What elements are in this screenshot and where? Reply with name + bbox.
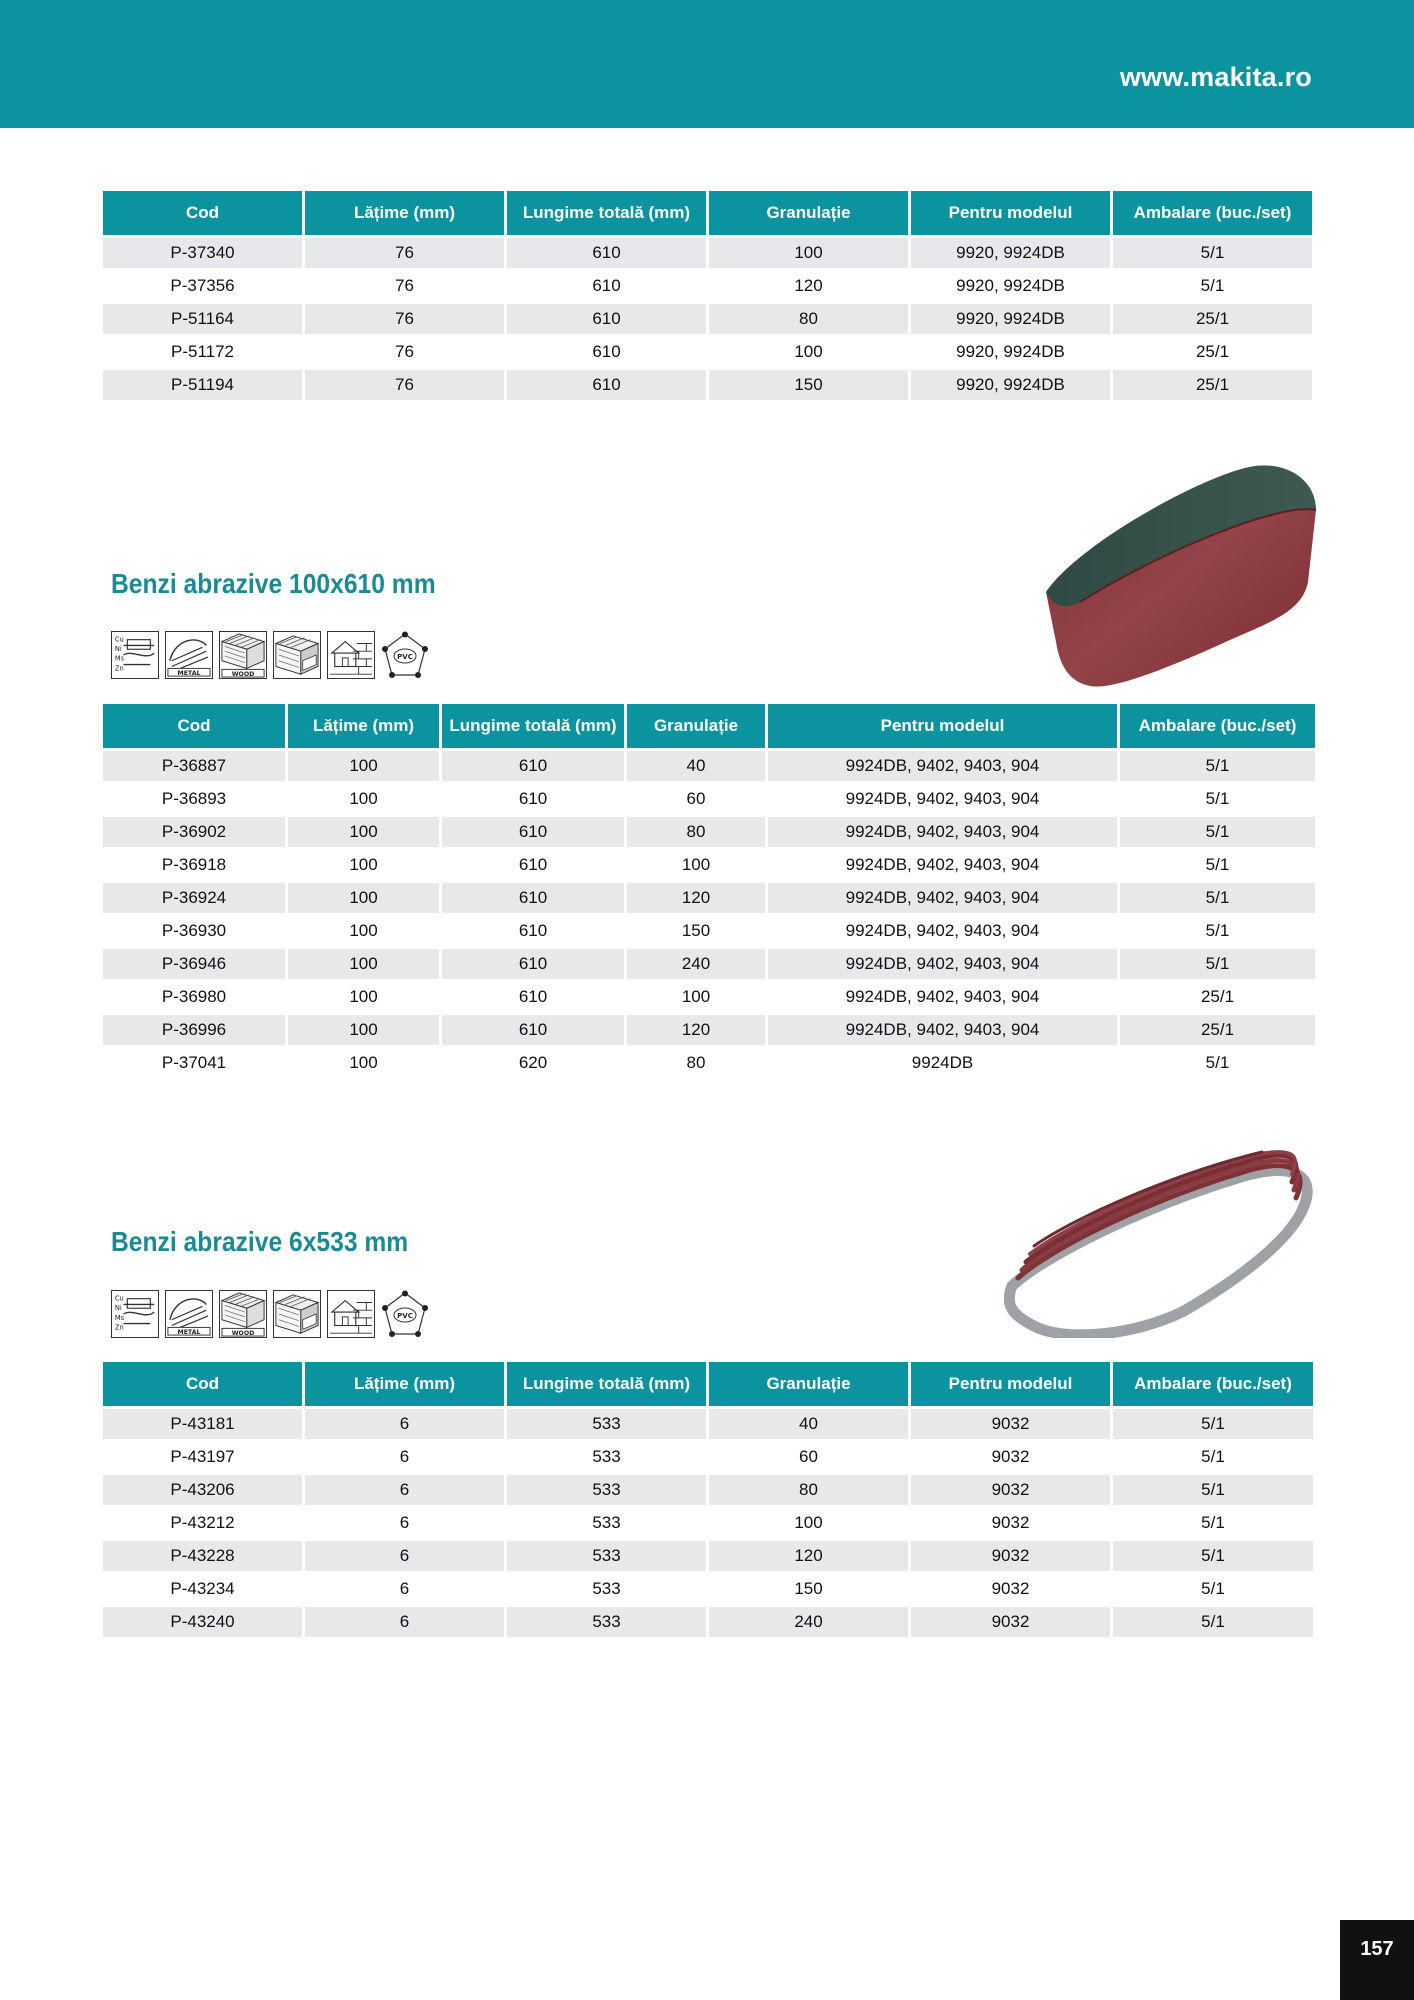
- site-url[interactable]: www.makita.ro: [1119, 62, 1312, 92]
- column-header: Granulație: [709, 1362, 908, 1406]
- table-cell: 5/1: [1205, 855, 1230, 874]
- table-cell: P-43206: [103, 1475, 302, 1505]
- spec-table-100x610: [100, 701, 1318, 1081]
- table-row: [103, 817, 1315, 847]
- table-cell: 100: [288, 817, 439, 847]
- table-cell: P-43197: [170, 1447, 235, 1466]
- table-cell: 80: [627, 817, 765, 847]
- metal-icon: [165, 1290, 213, 1338]
- table-cell: 80: [709, 304, 908, 334]
- table-cell: 9924DB, 9402, 9403, 904: [768, 1015, 1117, 1045]
- table-row: [103, 1475, 1313, 1505]
- column-header: Granulație: [627, 704, 765, 748]
- column-header: Ambalare (buc./set): [1113, 191, 1312, 235]
- column-header: Lungime totală (mm): [442, 704, 624, 748]
- table-cell: 9924DB, 9402, 9403, 904: [768, 949, 1117, 979]
- wood-icon: [219, 631, 267, 679]
- table-cell: 76: [305, 370, 504, 400]
- header-bar: [0, 0, 1414, 128]
- table-cell: 9032: [911, 1475, 1110, 1505]
- table-cell: 610: [442, 883, 624, 913]
- table-cell: 150: [709, 370, 908, 400]
- table-cell: 9924DB: [911, 1053, 974, 1072]
- table-cell: 610: [507, 370, 706, 400]
- table-cell: 533: [507, 1607, 706, 1637]
- table-cell: P-37041: [161, 1053, 227, 1072]
- table-cell: 533: [507, 1409, 706, 1439]
- svg-text:METAL: METAL: [177, 1329, 201, 1337]
- table-cell: 6: [305, 1409, 504, 1439]
- table-cell: 100: [349, 987, 378, 1006]
- column-header: Pentru modelul: [768, 704, 1117, 748]
- table-cell: 240: [709, 1607, 908, 1637]
- masonry-icon: [327, 1290, 375, 1338]
- table-row: [103, 1541, 1313, 1571]
- table-cell: 76: [305, 238, 504, 268]
- table-cell: 6: [399, 1447, 410, 1466]
- svg-text:Ms: Ms: [114, 1313, 125, 1322]
- table-cell: 5/1: [1205, 1053, 1230, 1072]
- table-cell: 610: [518, 987, 548, 1006]
- masonry-icon: [327, 631, 375, 679]
- table-cell: 533: [507, 1541, 706, 1571]
- table-row: [103, 337, 1312, 367]
- column-header: Lățime (mm): [305, 191, 504, 235]
- svg-text:Ms: Ms: [114, 654, 125, 663]
- table-cell: 9920, 9924DB: [956, 342, 1065, 361]
- table-cell: P-43228: [103, 1541, 302, 1571]
- table-row: [103, 1508, 1313, 1538]
- svg-text:Cu: Cu: [114, 635, 124, 644]
- table-cell: 100: [288, 1015, 439, 1045]
- column-header: Cod: [103, 1362, 302, 1406]
- table-cell: 25/1: [1200, 987, 1235, 1006]
- table-cell: 120: [709, 1541, 908, 1571]
- table-cell: 610: [507, 238, 706, 268]
- table-cell: 5/1: [1205, 921, 1230, 940]
- table-cell: 120: [627, 1015, 765, 1045]
- table-cell: P-36893: [161, 789, 227, 808]
- table-cell: 9920, 9924DB: [956, 276, 1065, 295]
- table-cell: 25/1: [1113, 370, 1312, 400]
- table-cell: 5/1: [1113, 1607, 1313, 1637]
- table-cell: 120: [794, 276, 823, 295]
- table-cell: 76: [395, 342, 414, 361]
- table-cell: 9032: [911, 1409, 1110, 1439]
- table-cell: P-51164: [103, 304, 302, 334]
- table-cell: 610: [518, 855, 548, 874]
- table-row: [103, 370, 1312, 400]
- table-cell: 6: [305, 1541, 504, 1571]
- wood-edge-icon: [273, 1290, 321, 1338]
- table-cell: 25/1: [1113, 304, 1312, 334]
- spec-table-6x533: [100, 1359, 1316, 1640]
- table-header-row: [103, 704, 1315, 748]
- table-cell: P-43240: [103, 1607, 302, 1637]
- table-cell: 240: [627, 949, 765, 979]
- table-cell: 610: [507, 304, 706, 334]
- table-header-row: [103, 1362, 1313, 1406]
- table-cell: P-43234: [170, 1579, 235, 1598]
- table-cell: 5/1: [1205, 789, 1230, 808]
- table-cell: 5/1: [1113, 1541, 1313, 1571]
- table-cell: 5/1: [1113, 1475, 1313, 1505]
- table-row: [103, 1409, 1313, 1439]
- table-cell: 610: [442, 817, 624, 847]
- table-cell: 610: [518, 921, 548, 940]
- table-cell: P-36980: [161, 987, 227, 1006]
- table-cell: 80: [709, 1475, 908, 1505]
- table-cell: 9924DB, 9402, 9403, 904: [768, 817, 1117, 847]
- material-icons-row: [111, 1290, 429, 1338]
- table-cell: 610: [442, 751, 624, 781]
- table-cell: 120: [627, 883, 765, 913]
- table-cell: 6: [305, 1475, 504, 1505]
- table-cell: 5/1: [1200, 276, 1225, 295]
- svg-text:METAL: METAL: [177, 670, 201, 678]
- table-cell: 9924DB, 9402, 9403, 904: [845, 855, 1040, 874]
- table-cell: 100: [709, 238, 908, 268]
- column-header: Lățime (mm): [305, 1362, 504, 1406]
- column-header: Ambalare (buc./set): [1120, 704, 1315, 748]
- wood-edge-icon: [273, 631, 321, 679]
- table-row: [103, 1442, 1313, 1472]
- svg-text:WOOD: WOOD: [231, 671, 255, 678]
- table-cell: 9920, 9924DB: [911, 370, 1110, 400]
- table-cell: 5/1: [1113, 238, 1312, 268]
- table-cell: 9920, 9924DB: [911, 304, 1110, 334]
- table-cell: 60: [799, 1447, 818, 1466]
- table-cell: 150: [794, 1579, 823, 1598]
- table-cell: 6: [399, 1579, 410, 1598]
- table-cell: 5/1: [1120, 949, 1315, 979]
- table-cell: 6: [399, 1513, 410, 1532]
- table-cell: 100: [288, 883, 439, 913]
- table-cell: 9032: [991, 1579, 1030, 1598]
- table-cell: 100: [349, 1053, 378, 1072]
- table-cell: P-36996: [103, 1015, 285, 1045]
- section-title-100x610: Benzi abrazive 100x610 mm: [111, 568, 436, 599]
- table-cell: 9924DB, 9402, 9403, 904: [845, 921, 1040, 940]
- table-cell: P-36887: [103, 751, 285, 781]
- table-cell: 5/1: [1201, 1579, 1225, 1598]
- table-cell: 9032: [991, 1447, 1030, 1466]
- table-cell: 533: [592, 1579, 621, 1598]
- table-cell: 25/1: [1120, 1015, 1315, 1045]
- column-header: Cod: [103, 191, 302, 235]
- table-cell: 620: [518, 1053, 548, 1072]
- table-cell: 5/1: [1113, 1409, 1313, 1439]
- pvc-icon: [381, 1290, 429, 1338]
- table-cell: 100: [794, 1513, 823, 1532]
- table-cell: 533: [592, 1447, 621, 1466]
- table-row: [103, 1607, 1313, 1637]
- table-cell: 60: [686, 789, 706, 808]
- table-cell: 76: [305, 304, 504, 334]
- table-cell: 80: [686, 1053, 706, 1072]
- table-cell: P-43181: [103, 1409, 302, 1439]
- table-cell: 9924DB, 9402, 9403, 904: [768, 883, 1117, 913]
- table-row: [103, 916, 1315, 946]
- pvc-icon: [381, 631, 429, 679]
- table-cell: 610: [442, 949, 624, 979]
- page-number-box: [1340, 1920, 1414, 2000]
- table-cell: 610: [592, 342, 621, 361]
- table-cell: P-36930: [161, 921, 227, 940]
- table-row: [103, 238, 1312, 268]
- table-cell: 610: [442, 1015, 624, 1045]
- table-row: [103, 304, 1312, 334]
- table-row: [103, 982, 1315, 1012]
- table-cell: 9032: [911, 1607, 1110, 1637]
- table-cell: 5/1: [1201, 1447, 1225, 1466]
- table-row: [103, 949, 1315, 979]
- page-number: 157: [1360, 1937, 1394, 1960]
- svg-text:Ni: Ni: [114, 1304, 122, 1313]
- table-cell: P-36918: [161, 855, 227, 874]
- table-cell: P-36946: [103, 949, 285, 979]
- table-cell: 5/1: [1120, 751, 1315, 781]
- table-header-row: [103, 191, 1312, 235]
- table-cell: 533: [507, 1475, 706, 1505]
- table-cell: P-43212: [170, 1513, 235, 1532]
- table-cell: 40: [709, 1409, 908, 1439]
- wood-icon: [219, 1290, 267, 1338]
- column-header: Lățime (mm): [288, 704, 439, 748]
- svg-text:Cu: Cu: [114, 1294, 124, 1303]
- table-cell: 100: [349, 921, 378, 940]
- table-row: [103, 271, 1312, 301]
- table-row: [103, 1574, 1313, 1604]
- table-cell: 9032: [911, 1541, 1110, 1571]
- table-cell: 100: [288, 751, 439, 781]
- svg-text:WOOD: WOOD: [231, 1330, 255, 1337]
- column-header: Granulație: [709, 191, 908, 235]
- table-cell: 5/1: [1120, 817, 1315, 847]
- material-icons-row: [111, 631, 429, 679]
- table-cell: 100: [288, 949, 439, 979]
- table-cell: 9032: [991, 1513, 1030, 1532]
- svg-text:PVC: PVC: [397, 653, 413, 661]
- column-header: Lungime totală (mm): [507, 1362, 706, 1406]
- metal-icon: [165, 631, 213, 679]
- table-cell: 610: [592, 276, 621, 295]
- table-cell: 25/1: [1195, 342, 1230, 361]
- table-row: [103, 1048, 1315, 1078]
- table-row: [103, 784, 1315, 814]
- table-row: [103, 850, 1315, 880]
- non-ferrous-metals-icon: [111, 1290, 159, 1338]
- table-cell: P-37356: [170, 276, 235, 295]
- table-cell: 100: [349, 789, 378, 808]
- sanding-belt-wide-image: [1040, 462, 1316, 690]
- table-cell: 100: [794, 342, 823, 361]
- table-cell: 9924DB, 9402, 9403, 904: [845, 987, 1040, 1006]
- table-cell: 533: [592, 1513, 621, 1532]
- sanding-belt-narrow-image: [1004, 1146, 1316, 1338]
- table-cell: 9924DB, 9402, 9403, 904: [845, 789, 1040, 808]
- svg-text:Zn: Zn: [114, 1323, 124, 1332]
- column-header: Ambalare (buc./set): [1113, 1362, 1313, 1406]
- table-cell: 76: [395, 276, 414, 295]
- table-cell: 40: [627, 751, 765, 781]
- table-cell: 5/1: [1201, 1513, 1225, 1532]
- column-header: Cod: [103, 704, 285, 748]
- svg-text:Zn: Zn: [114, 664, 124, 673]
- table-cell: 9924DB, 9402, 9403, 904: [768, 751, 1117, 781]
- table-row: [103, 751, 1315, 781]
- table-cell: P-36924: [103, 883, 285, 913]
- table-cell: P-51194: [103, 370, 302, 400]
- table-cell: 9920, 9924DB: [911, 238, 1110, 268]
- svg-text:Ni: Ni: [114, 645, 122, 654]
- table-cell: 100: [681, 987, 711, 1006]
- table-cell: 150: [681, 921, 711, 940]
- section-title-6x533: Benzi abrazive 6x533 mm: [111, 1226, 409, 1257]
- svg-text:PVC: PVC: [397, 1312, 413, 1320]
- table-cell: 610: [518, 789, 548, 808]
- table-row: [103, 1015, 1315, 1045]
- table-cell: P-51172: [170, 342, 234, 361]
- column-header: Pentru modelul: [911, 191, 1110, 235]
- table-cell: P-37340: [103, 238, 302, 268]
- spec-table-76x610: [100, 188, 1315, 403]
- column-header: Pentru modelul: [911, 1362, 1110, 1406]
- table-cell: P-36902: [103, 817, 285, 847]
- table-cell: 6: [305, 1607, 504, 1637]
- table-cell: 100: [349, 855, 378, 874]
- table-row: [103, 883, 1315, 913]
- table-cell: 100: [681, 855, 711, 874]
- non-ferrous-metals-icon: [111, 631, 159, 679]
- column-header: Lungime totală (mm): [507, 191, 706, 235]
- table-cell: 5/1: [1120, 883, 1315, 913]
